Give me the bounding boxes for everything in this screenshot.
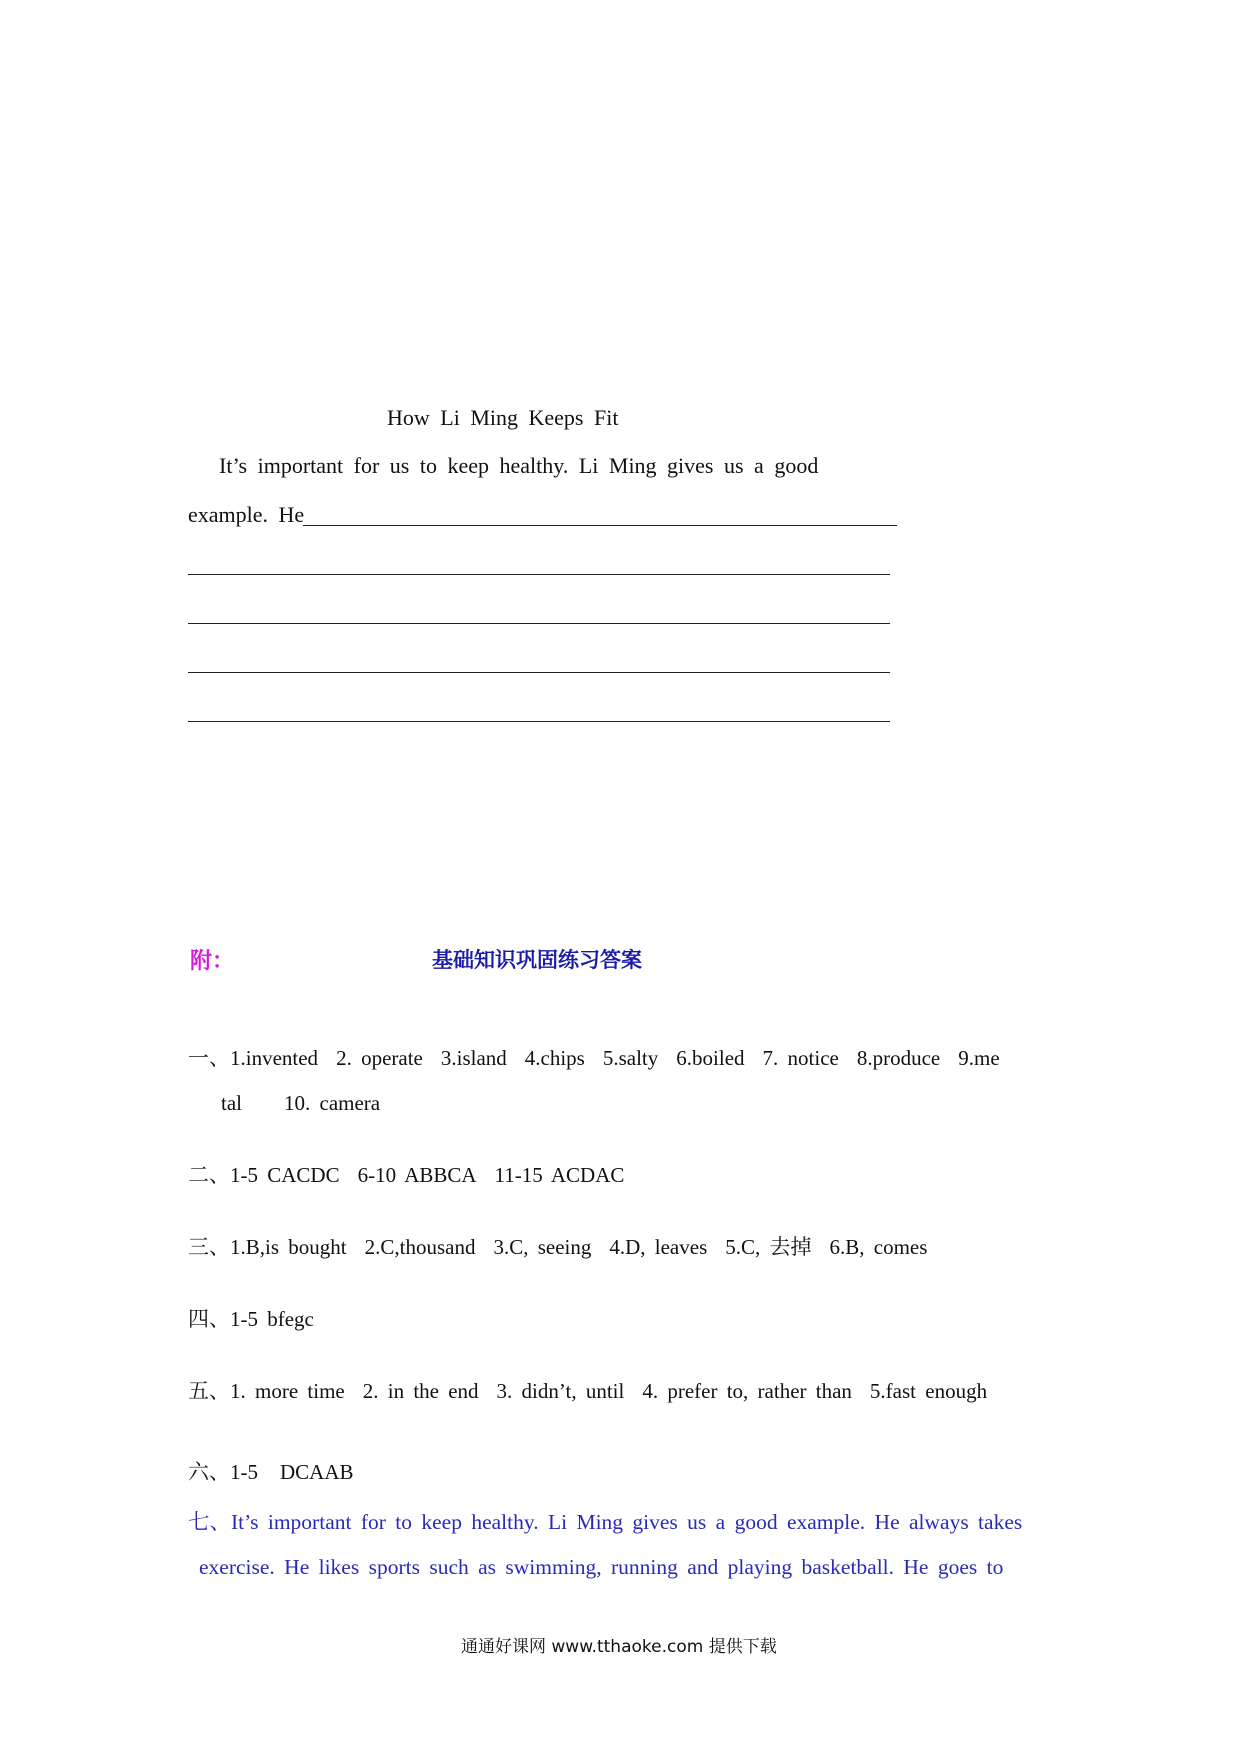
answer-seven-line-1 [188,1505,1022,1536]
answer-four-marker: 四、 [188,1307,230,1331]
answer-seven-marker: 七、 [188,1510,232,1534]
answer-three-row [188,1231,927,1261]
answer-two-item: 11-15 ACDAC [494,1163,625,1187]
answer-three-item: 3.C, seeing [493,1235,592,1259]
answer-four-item: 1-5 bfegc [230,1307,314,1331]
answer-one-item: 8.produce [856,1046,941,1070]
essay-line-1: It’s important for us to keep healthy. Li Ming gives us a good [219,453,819,478]
page-footer: 通通好课网 www.tthaoke.com 提供下载 [461,1637,777,1657]
answer-one-cont-item: tal [221,1091,242,1115]
answer-four-row [188,1303,314,1333]
appendix-title: 基础知识巩固练习答案 [432,948,642,972]
answer-three-item: 1.B,is bought [230,1235,347,1259]
answer-one-item: 7. notice [762,1046,839,1070]
answer-seven-text-1: It’s important for to keep healthy. Li Ming gives us a good example. He always takes [231,1510,1023,1534]
answer-five-item: 5.fast enough [869,1379,988,1403]
blank-line-2 [188,574,890,575]
blank-line-3 [188,623,890,624]
answer-two-marker: 二、 [188,1163,230,1187]
answer-two-item: 1-5 CACDC [230,1163,340,1187]
blank-line-5 [188,721,890,722]
answer-five-item: 1. more time [230,1379,345,1403]
answer-three-item: 4.D, leaves [609,1235,708,1259]
answer-five-item: 3. didn’t, until [496,1379,625,1403]
answer-one-item: 6.boiled [676,1046,745,1070]
answer-one-item: 2. operate [336,1046,423,1070]
answer-one-item: 9.me [958,1046,1000,1070]
answer-six-item: DCAAB [280,1460,354,1484]
essay-title: How Li Ming Keeps Fit [387,405,619,430]
answer-five-row [188,1375,987,1405]
answer-one-marker: 一、 [188,1046,230,1070]
answer-one-item: 4.chips [524,1046,585,1070]
answer-one-continuation [221,1091,380,1116]
answer-seven-line-2: exercise. He likes sports such as swimming, running and playing basketball. He goes to [199,1555,1004,1579]
answer-three-item: 5.C, 去掉 [725,1235,812,1259]
answer-five-marker: 五、 [188,1379,230,1403]
answer-three-item: 6.B, comes [829,1235,928,1259]
appendix-label: 附： [190,949,235,974]
answer-three-marker: 三、 [188,1235,230,1259]
answer-one-row [188,1042,1000,1072]
answer-one-item: 5.salty [602,1046,659,1070]
answer-one-cont-item: 10. camera [284,1091,381,1115]
answer-two-row [188,1159,624,1189]
answer-one-item: 1.invented [230,1046,319,1070]
blank-line-1 [303,525,897,526]
answer-five-item: 4. prefer to, rather than [642,1379,852,1403]
answer-six-row [188,1456,354,1486]
answer-two-item: 6-10 ABBCA [357,1163,477,1187]
blank-line-4 [188,672,890,673]
answer-one-item: 3.island [440,1046,507,1070]
answer-six-item: 1-5 [230,1460,258,1484]
answer-three-item: 2.C,thousand [364,1235,476,1259]
answer-five-item: 2. in the end [362,1379,479,1403]
answer-six-marker: 六、 [188,1460,230,1484]
essay-line-2-start: example. He [188,502,305,527]
